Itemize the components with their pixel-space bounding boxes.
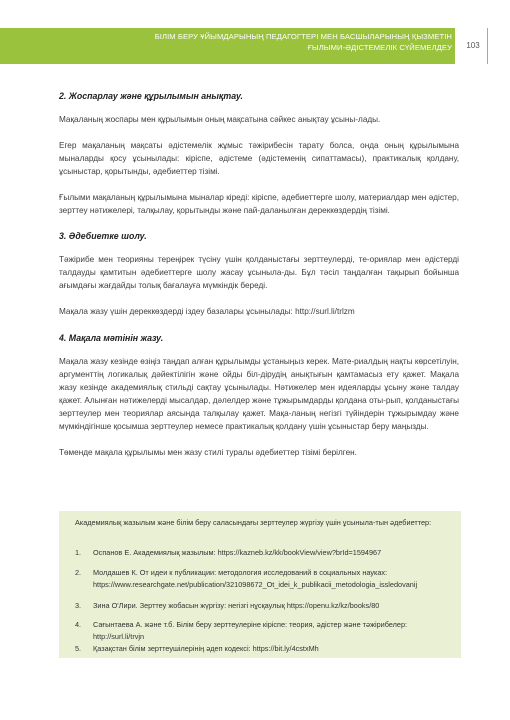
reference-text[interactable]: Молдашев К. От идеи к публикации: методология исследований в социальных науках: https://www.researchgate.net/publication/321098672_Ot_idei_k_publikacii_metodologia_issledovanij [93,568,418,589]
reference-text[interactable]: Зина О'Лири. Зерттеу жобасын жүргізу: негізгі нұсқаулық https://openu.kz/kz/books/80 [93,601,380,610]
paragraph: Тәжірибе мен теорияны тереңірек түсіну үшін қолданыстағы зерттеулерді, те-ориялар мен әдістерді талдауды қамтитын әдебиеттерге шолу жасау ұсыныла-ды. Бұл тәсіл таңдалған тақырып бойынша ағымдағы жағдайды толық бағалауға мүмкіндік береді. [59,255,459,291]
reference-number: 4. [75,620,82,629]
reference-number: 3. [75,601,82,610]
reference-text[interactable]: Оспанов Е. Академиялық жазылым: https://kazneb.kz/kk/bookView/view?brId=1594967 [93,548,382,557]
reference-item [75,619,450,642]
paragraph: Мақаланың жоспары мен құрылымын оның мақсатына сәйкес анықтау ұсыны-лады. [59,115,381,124]
section-title: 3. Әдебиетке шолу. [59,231,147,242]
article-body [59,90,459,459]
references-intro: Академиялық жазылым және білім беру саласындағы зерттеулер жүргізу үшін ұсыныла-тын әдебиеттер: [75,518,432,527]
reference-item [75,600,450,612]
page-number: 103 [466,41,480,50]
paragraph: Мақала жазу кезінде өзіңіз таңдап алған құрылымды ұстаныңыз керек. Мате-риалдың нақты көрсетілуін, аргументтің логикалық дәйектілігін және ойды біл-дірудің анықтығын қамтамасыз ету қажет. Мақала жазу кезінде академиялық стильді сақтау ұсынылады. Нәтижелер мен идеяларды ұсыну және талдау қажет. Алынған нәтижелерді мысалдар, дәлелдер және тұжырымдарды қолдана оты-рып, қолданыстағы зерттеулер мен теориялар аясында талқылау қажет. Мақа-ланың негізгі түйіндерін тұжырымдау және мүмкіндігінше қосымша зерттеулер немесе практикалық қолдану үшін ұсыныстар беру маңызды. [59,357,459,431]
paragraph: Төменде мақала құрылымы мен жазу стилі туралы әдебиеттер тізімі берілген. [59,447,357,457]
reference-item [75,567,450,590]
section-title: 4. Мақала мәтінін жазу. [59,333,164,344]
reference-text[interactable]: Сағынтаева А. және т.б. Білім беру зерттеулеріне кіріспе: теория, әдістер және тәжірибелер: http://surl.li/trvjn [93,620,408,641]
reference-number: 1. [75,548,82,557]
reference-number: 2. [75,568,82,577]
reference-item [75,643,450,655]
running-header-line1: БІЛІМ БЕРУ ҰЙЫМДАРЫНЫҢ ПЕДАГОГТЕРІ МЕН БАСШЫЛАРЫНЫҢ ҚЫЗМЕТІН [154,32,452,41]
header-divider [487,28,488,64]
running-header [0,31,452,53]
paragraph: Ғылыми мақаланың құрылымына мыналар кіреді: кіріспе, әдебиеттерге шолу, материалдар мен әдістер, зерттеу нәтижелері, талқылау, қорытынды және пай-даланылған дереккөздердің тізімі. [59,192,459,215]
section-title: 2. Жоспарлау және құрылымын анықтау. [59,91,243,101]
running-header-line2: ҒЫЛЫМИ-ӘДІСТЕМЕЛІК СҮЙЕМЕЛДЕУ [307,43,452,52]
reference-text[interactable]: Қазақстан білім зерттеушілерінің әдеп кодексі: https://bit.ly/4cstxMh [93,644,319,653]
reference-item [75,547,450,559]
paragraph: Егер мақаланың мақсаты әдістемелік жұмыс тәжірибесін тарату болса, онда оның құрылымына мыналарды қосу ұсынылады: кіріспе, әдістеме (әдістеменің сипаттамасы), практикалық қолдану, ұсыныстар, қорытынды, әдебиеттер тізімі. [59,140,459,176]
paragraph: Мақала жазу үшін дереккөздерді іздеу базалары ұсынылады: http://surl.li/trlzm [59,307,355,317]
references-box [59,511,461,658]
reference-number: 5. [75,644,82,653]
